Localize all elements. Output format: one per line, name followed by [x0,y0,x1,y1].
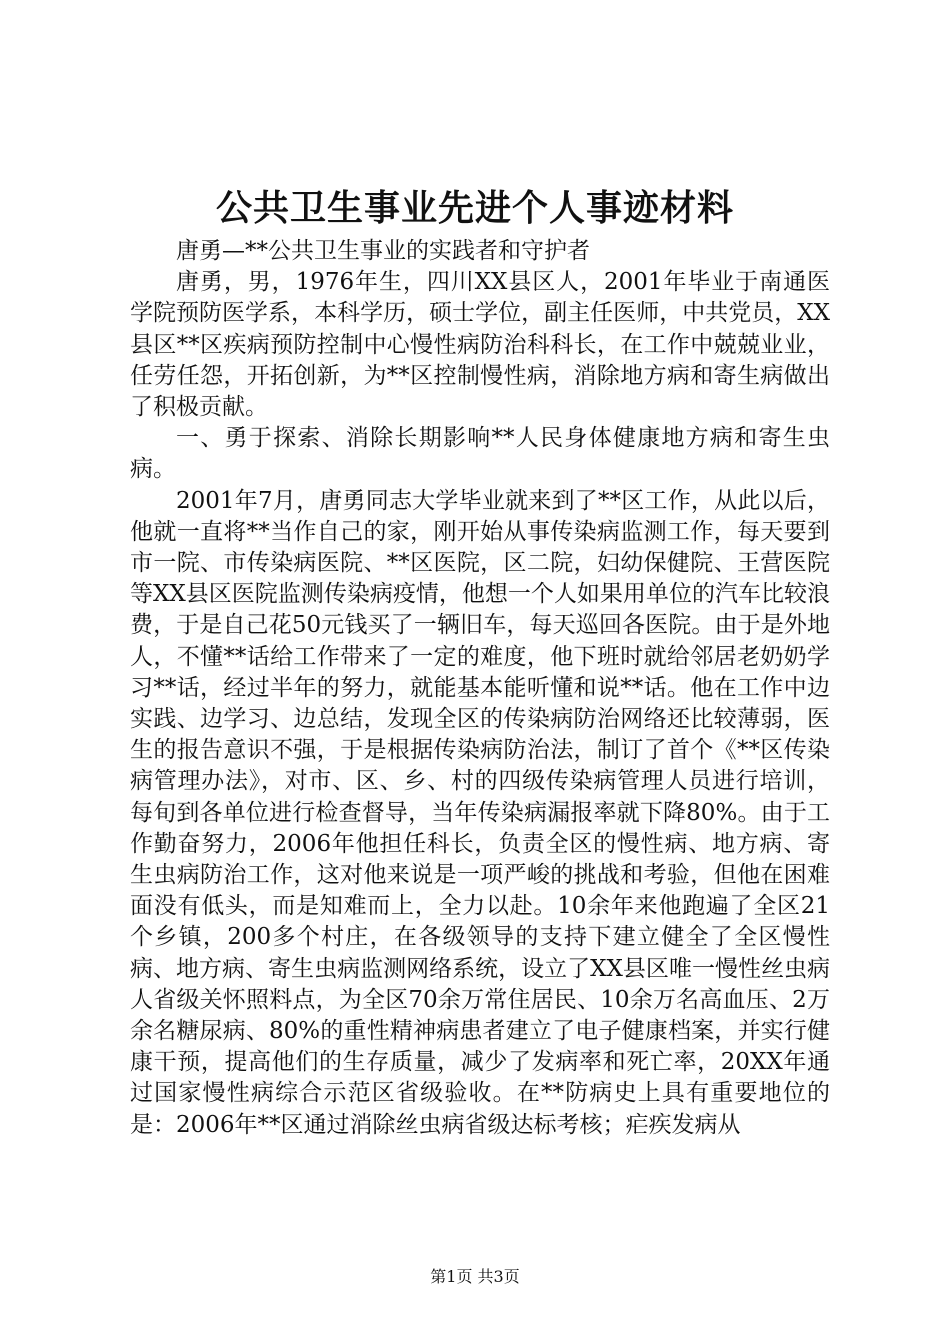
paragraph-intro: 唐勇，男，1976年生，四川XX县区人，2001年毕业于南通医学院预防医学系，本科学历，硕士学位，副主任医师，中共党员，XX县区**区疾病预防控制中心慢性病防治科科长，在工作中兢兢业业，任劳任怨，开拓创新，为**区控制慢性病，消除地方病和寄生病做出了积极贡献。 [130,269,830,421]
document-title: 公共卫生事业先进个人事迹材料 [215,188,734,229]
page-footer: 第1页 共3页 [430,1267,520,1286]
section-heading-1: 一、勇于探索、消除长期影响**人民身体健康地方病和寄生虫病。 [130,425,830,483]
document-subtitle: 唐勇—**公共卫生事业的实践者和守护者 [176,238,590,264]
paragraph-section-1: 2001年7月，唐勇同志大学毕业就来到了**区工作，从此以后，他就一直将**当作自己的家，刚开始从事传染病监测工作，每天要到市一院、市传染病医院、**区医院，区二院，妇幼保健院、王营医院等XX县区医院监测传染病疫情，他想一个人如果用单位的汽车比较浪费，于是自己花50元钱买了一辆旧车，每天巡回各医院。由于是外地人，不懂**话给工作带来了一定的难度，他下班时就给邻居老奶奶学习**话，经过半年的努力，就能基本能听懂和说**话。他在工作中边实践、边学习、边总结，发现全区的传染病防治网络还比较薄弱，医生的报告意识不强，于是根据传染病防治法，制订了首个《**区传染病管理办法》，对市、区、乡、村的四级传染病管理人员进行培训，每旬到各单位进行检查督导，当年传染病漏报率就下降80%。由于工作勤奋努力，2006年他担任科长，负责全区的慢性病、地方病、寄生虫病防治工作，这对他来说是一项严峻的挑战和考验，但他在困难面没有低头，而是知难而上，全力以赴。10余年来他跑遍了全区21个乡镇，200多个村庄，在各级领导的支持下建立健全了全区慢性病、地方病、寄生虫病监测网络系统，设立了XX县区唯一慢性丝虫病人省级关怀照料点，为全区70余万常住居民、10余万名高血压、2万余名糖尿病、80%的重性精神病患者建立了电子健康档案，并实行健康干预，提高他们的生存质量，减少了发病率和死亡率，20XX年通过国家慢性病综合示范区省级验收。在**防病史上具有重要地位的是：2006年**区通过消除丝虫病省级达标考核；疟疾发病从 [130,487,830,1138]
document-body [130,236,830,1141]
